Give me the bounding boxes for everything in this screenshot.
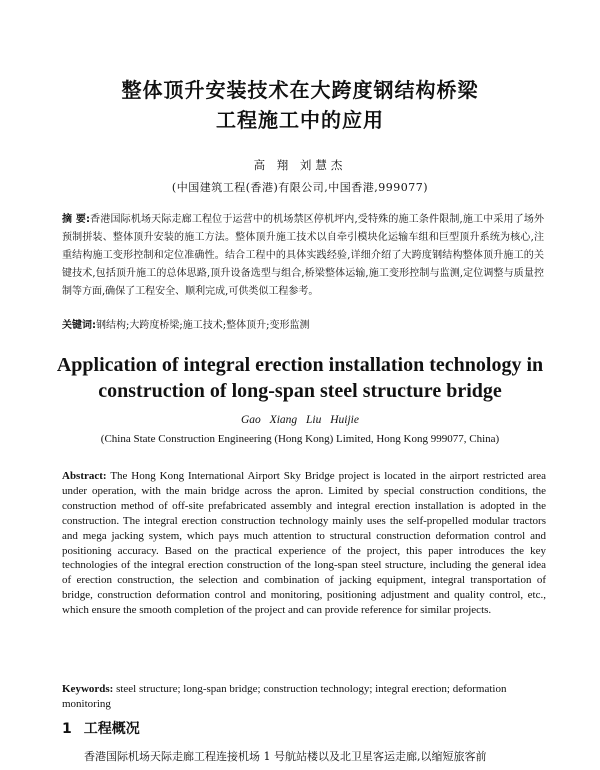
body-paragraph-first-line: 香港国际机场天际走廊工程连接机场 1 号航站楼以及北卫星客运走廊,以缩短旅客前 bbox=[84, 750, 487, 763]
english-abstract-label: Abstract: bbox=[62, 470, 107, 482]
english-title-line-1: Application of integral erection installation technology in bbox=[56, 354, 544, 376]
english-abstract bbox=[62, 469, 546, 618]
english-keywords bbox=[62, 682, 546, 711]
english-authors: Gao Xiang Liu Huijie bbox=[241, 414, 359, 426]
chinese-authors: 高 翔 刘慧杰 bbox=[253, 158, 347, 172]
chinese-affiliation: (中国建筑工程(香港)有限公司,中国香港,999077) bbox=[171, 181, 429, 194]
chinese-keywords-label: 关键词: bbox=[62, 320, 96, 331]
chinese-title-line-2: 工程施工中的应用 bbox=[216, 108, 384, 132]
english-keywords-label: Keywords: bbox=[62, 683, 114, 695]
chinese-abstract-label: 摘 要: bbox=[62, 214, 90, 225]
chinese-keywords-text: 钢结构;大跨度桥梁;施工技术;整体顶升;变形监测 bbox=[96, 320, 310, 331]
section-title: 工程概况 bbox=[83, 721, 140, 737]
chinese-title-line-1: 整体顶升安装技术在大跨度钢结构桥梁 bbox=[121, 78, 479, 102]
english-affiliation: (China State Construction Engineering (Hong Kong) Limited, Hong Kong 999077, China) bbox=[100, 433, 500, 445]
chinese-keywords bbox=[62, 318, 544, 334]
english-abstract-text: The Hong Kong International Airport Sky Bridge project is located in the airport restricted area under operation, with the main bridge across the apron. Limited by special construction conditions, the construction method of off-site prefabricated assembly and integral erection installation is adopted in the construction. The integral erection construction technology mainly uses the self-propelled modular tractors and mega jacking system, which pays much attention to structural construction deformation control and positioning accuracy. Based on the practical experience of the project, this paper introduces the key technologies of the integral erection construction of the long-span steel structure, including the general idea of erection construction, the selection and combination of jacking equipment, integral transportation of bridge, construction deformation control and monitoring, positioning adjustment and quality control, etc., which ensure the smooth completion of the project and can provide reference for similar projects. bbox=[62, 470, 546, 617]
chinese-abstract bbox=[62, 211, 544, 301]
chinese-abstract-text: 香港国际机场天际走廊工程位于运营中的机场禁区停机坪内,受特殊的施工条件限制,施工中采用了场外预制拼装、整体顶升安装的施工方法。整体顶升施工技术以自牵引模块化运输车组和巨型顶升系统为核心,注重结构施工变形控制和定位准确性。结合工程中的具体实践经验,详细介绍了大跨度钢结构整体顶升施工的关键技术,包括顶升施工的总体思路,顶升设备选型与组合,桥梁整体运输,施工变形控制与监测,定位调整与质量控制等方面,确保了工程安全、顺利完成,可供类似工程参考。 bbox=[62, 214, 544, 297]
section-heading bbox=[62, 718, 140, 738]
section-number: 1 bbox=[62, 721, 72, 737]
english-title-line-2: construction of long-span steel structure bridge bbox=[98, 380, 502, 402]
english-keywords-text: steel structure; long-span bridge; construction technology; integral erection; deformation monitoring bbox=[62, 683, 507, 710]
